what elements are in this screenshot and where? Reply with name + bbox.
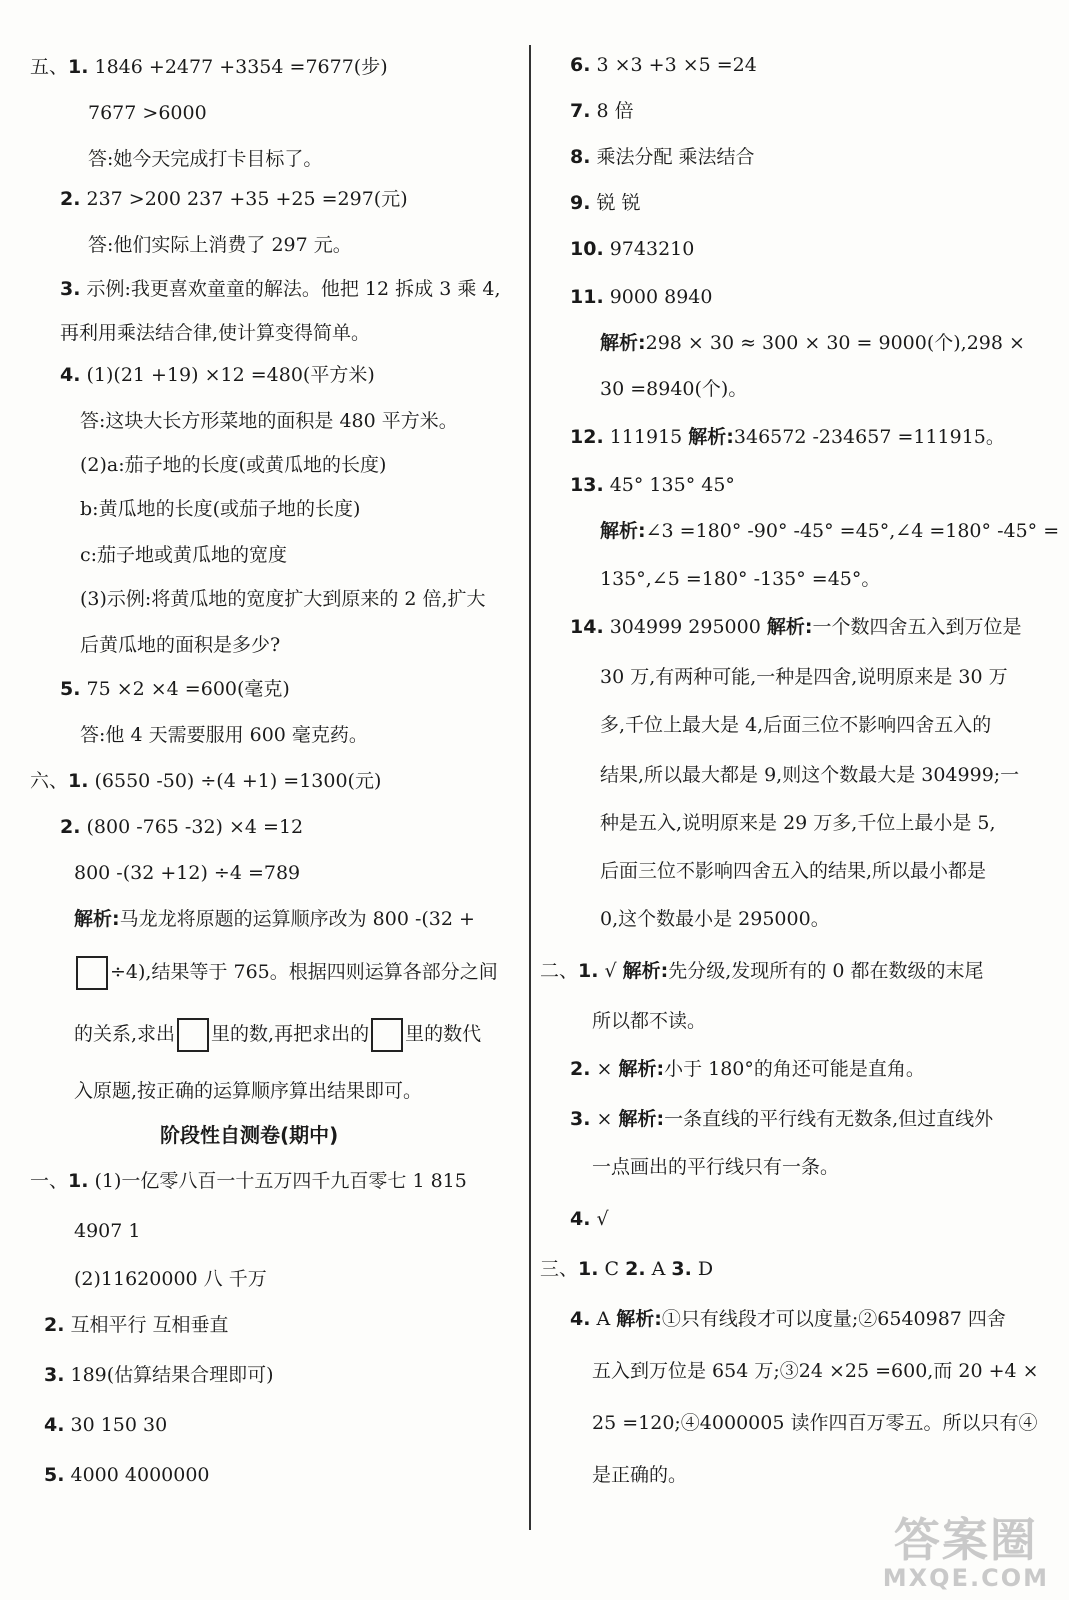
answer-line: 解析:298 × 30 ≈ 300 × 30 = 9000(个),298 × xyxy=(600,332,1025,354)
answer-line: 4. √ xyxy=(570,1208,609,1230)
answer-line: 3. 189(估算结果合理即可) xyxy=(44,1364,274,1386)
answer-line: 是正确的。 xyxy=(592,1464,688,1486)
column-divider xyxy=(529,45,531,1530)
answer-line: 5. 75 ×2 ×4 =600(毫克) xyxy=(60,678,290,700)
answer-line: 9. 锐 锐 xyxy=(570,192,641,214)
answer-line: 答:她今天完成打卡目标了。 xyxy=(88,148,323,170)
answer-line: 30 万,有两种可能,一种是四舍,说明原来是 30 万 xyxy=(600,666,1008,688)
answer-line: 种是五入,说明原来是 29 万多,千位上最小是 5, xyxy=(600,812,996,834)
answer-line: 800 -(32 +12) ÷4 =789 xyxy=(74,862,301,884)
answer-line: 4907 1 xyxy=(74,1220,141,1242)
answer-line: 4. 30 150 30 xyxy=(44,1414,168,1436)
answer-line: 一、1. (1)一亿零八百一十五万四千九百零七 1 815 xyxy=(30,1170,467,1192)
answer-line: 后黄瓜地的面积是多少? xyxy=(80,634,281,656)
answer-line: ÷4),结果等于 765。根据四则运算各部分之间 xyxy=(74,956,498,990)
blank-box xyxy=(76,956,108,990)
blank-box xyxy=(371,1018,403,1052)
answer-line: 8. 乘法分配 乘法结合 xyxy=(570,146,755,168)
answer-line: 135°,∠5 =180° -135° =45°。 xyxy=(600,568,881,590)
answer-line: 2. 互相平行 互相垂直 xyxy=(44,1314,229,1336)
answer-line: 解析:∠3 =180° -90° -45° =45°,∠4 =180° -45° = xyxy=(600,520,1060,542)
answer-line: (2)11620000 八 千万 xyxy=(74,1268,267,1290)
answer-line: c:茄子地或黄瓜地的宽度 xyxy=(80,544,288,566)
answer-line: b:黄瓜地的长度(或茄子地的长度) xyxy=(80,498,361,520)
answer-line: 10. 9743210 xyxy=(570,238,695,260)
answer-line: 后面三位不影响四舍五入的结果,所以最小都是 xyxy=(600,860,987,882)
answer-line: 答:他们实际上消费了 297 元。 xyxy=(88,234,352,256)
answer-line: 7677 >6000 xyxy=(88,102,207,124)
answer-line: 答:他 4 天需要服用 600 毫克药。 xyxy=(80,724,368,746)
answer-line: 2. (800 -765 -32) ×4 =12 xyxy=(60,816,304,838)
answer-line: 再利用乘法结合律,使计算变得简单。 xyxy=(60,322,371,344)
answer-line: 所以都不读。 xyxy=(592,1010,707,1032)
answer-line: 入原题,按正确的运算顺序算出结果即可。 xyxy=(74,1080,423,1102)
watermark-logo: 答案圈 MXQE.COM xyxy=(882,1513,1049,1592)
answer-line: (2)a:茄子地的长度(或黄瓜地的长度) xyxy=(80,454,387,476)
answer-line: 五、1. 1846 +2477 +3354 =7677(步) xyxy=(30,56,388,78)
answer-line: 0,这个数最小是 295000。 xyxy=(600,908,830,930)
answer-line: 4. (1)(21 +19) ×12 =480(平方米) xyxy=(60,364,375,386)
answer-line: 答:这块大长方形菜地的面积是 480 平方米。 xyxy=(80,410,458,432)
blank-box xyxy=(177,1018,209,1052)
answer-line: 7. 8 倍 xyxy=(570,100,634,122)
answer-line: (3)示例:将黄瓜地的宽度扩大到原来的 2 倍,扩大 xyxy=(80,588,486,610)
answer-line: 五入到万位是 654 万;③24 ×25 =600,而 20 +4 × xyxy=(592,1360,1039,1382)
answer-line: 2. × 解析:小于 180°的角还可能是直角。 xyxy=(570,1058,925,1080)
answer-line: 3. × 解析:一条直线的平行线有无数条,但过直线外 xyxy=(570,1108,994,1130)
answer-line: 的关系,求出 里的数,再把求出的 里的数代 xyxy=(74,1018,481,1052)
answer-line: 二、1. √ 解析:先分级,发现所有的 0 都在数级的末尾 xyxy=(540,960,984,982)
answer-line: 12. 111915 解析:346572 -234657 =111915。 xyxy=(570,426,1005,448)
answer-line: 6. 3 ×3 +3 ×5 =24 xyxy=(570,54,757,76)
answer-line: 三、1. C 2. A 3. D xyxy=(540,1258,714,1280)
answer-line: 多,千位上最大是 4,后面三位不影响四舍五入的 xyxy=(600,714,992,736)
answer-line: 11. 9000 8940 xyxy=(570,286,713,308)
answer-line: 13. 45° 135° 45° xyxy=(570,474,735,496)
answer-line: 30 =8940(个)。 xyxy=(600,378,748,400)
answer-line: 2. 237 >200 237 +35 +25 =297(元) xyxy=(60,188,408,210)
answer-line: 3. 示例:我更喜欢童童的解法。他把 12 拆成 3 乘 4, xyxy=(60,278,501,300)
answer-line: 一点画出的平行线只有一条。 xyxy=(592,1156,840,1178)
answer-line: 25 =120;④4000005 读作四百万零五。所以只有④ xyxy=(592,1412,1038,1434)
section-title: 阶段性自测卷(期中) xyxy=(160,1123,339,1147)
answer-line: 解析:马龙龙将原题的运算顺序改为 800 -(32 + xyxy=(74,908,475,930)
answer-line: 14. 304999 295000 解析:一个数四舍五入到万位是 xyxy=(570,616,1022,638)
answer-line: 六、1. (6550 -50) ÷(4 +1) =1300(元) xyxy=(30,770,382,792)
answer-line: 结果,所以最大都是 9,则这个数最大是 304999;一 xyxy=(600,764,1020,786)
answer-line: 4. A 解析:①只有线段才可以度量;②6540987 四舍 xyxy=(570,1308,1006,1330)
answer-line: 5. 4000 4000000 xyxy=(44,1464,210,1486)
